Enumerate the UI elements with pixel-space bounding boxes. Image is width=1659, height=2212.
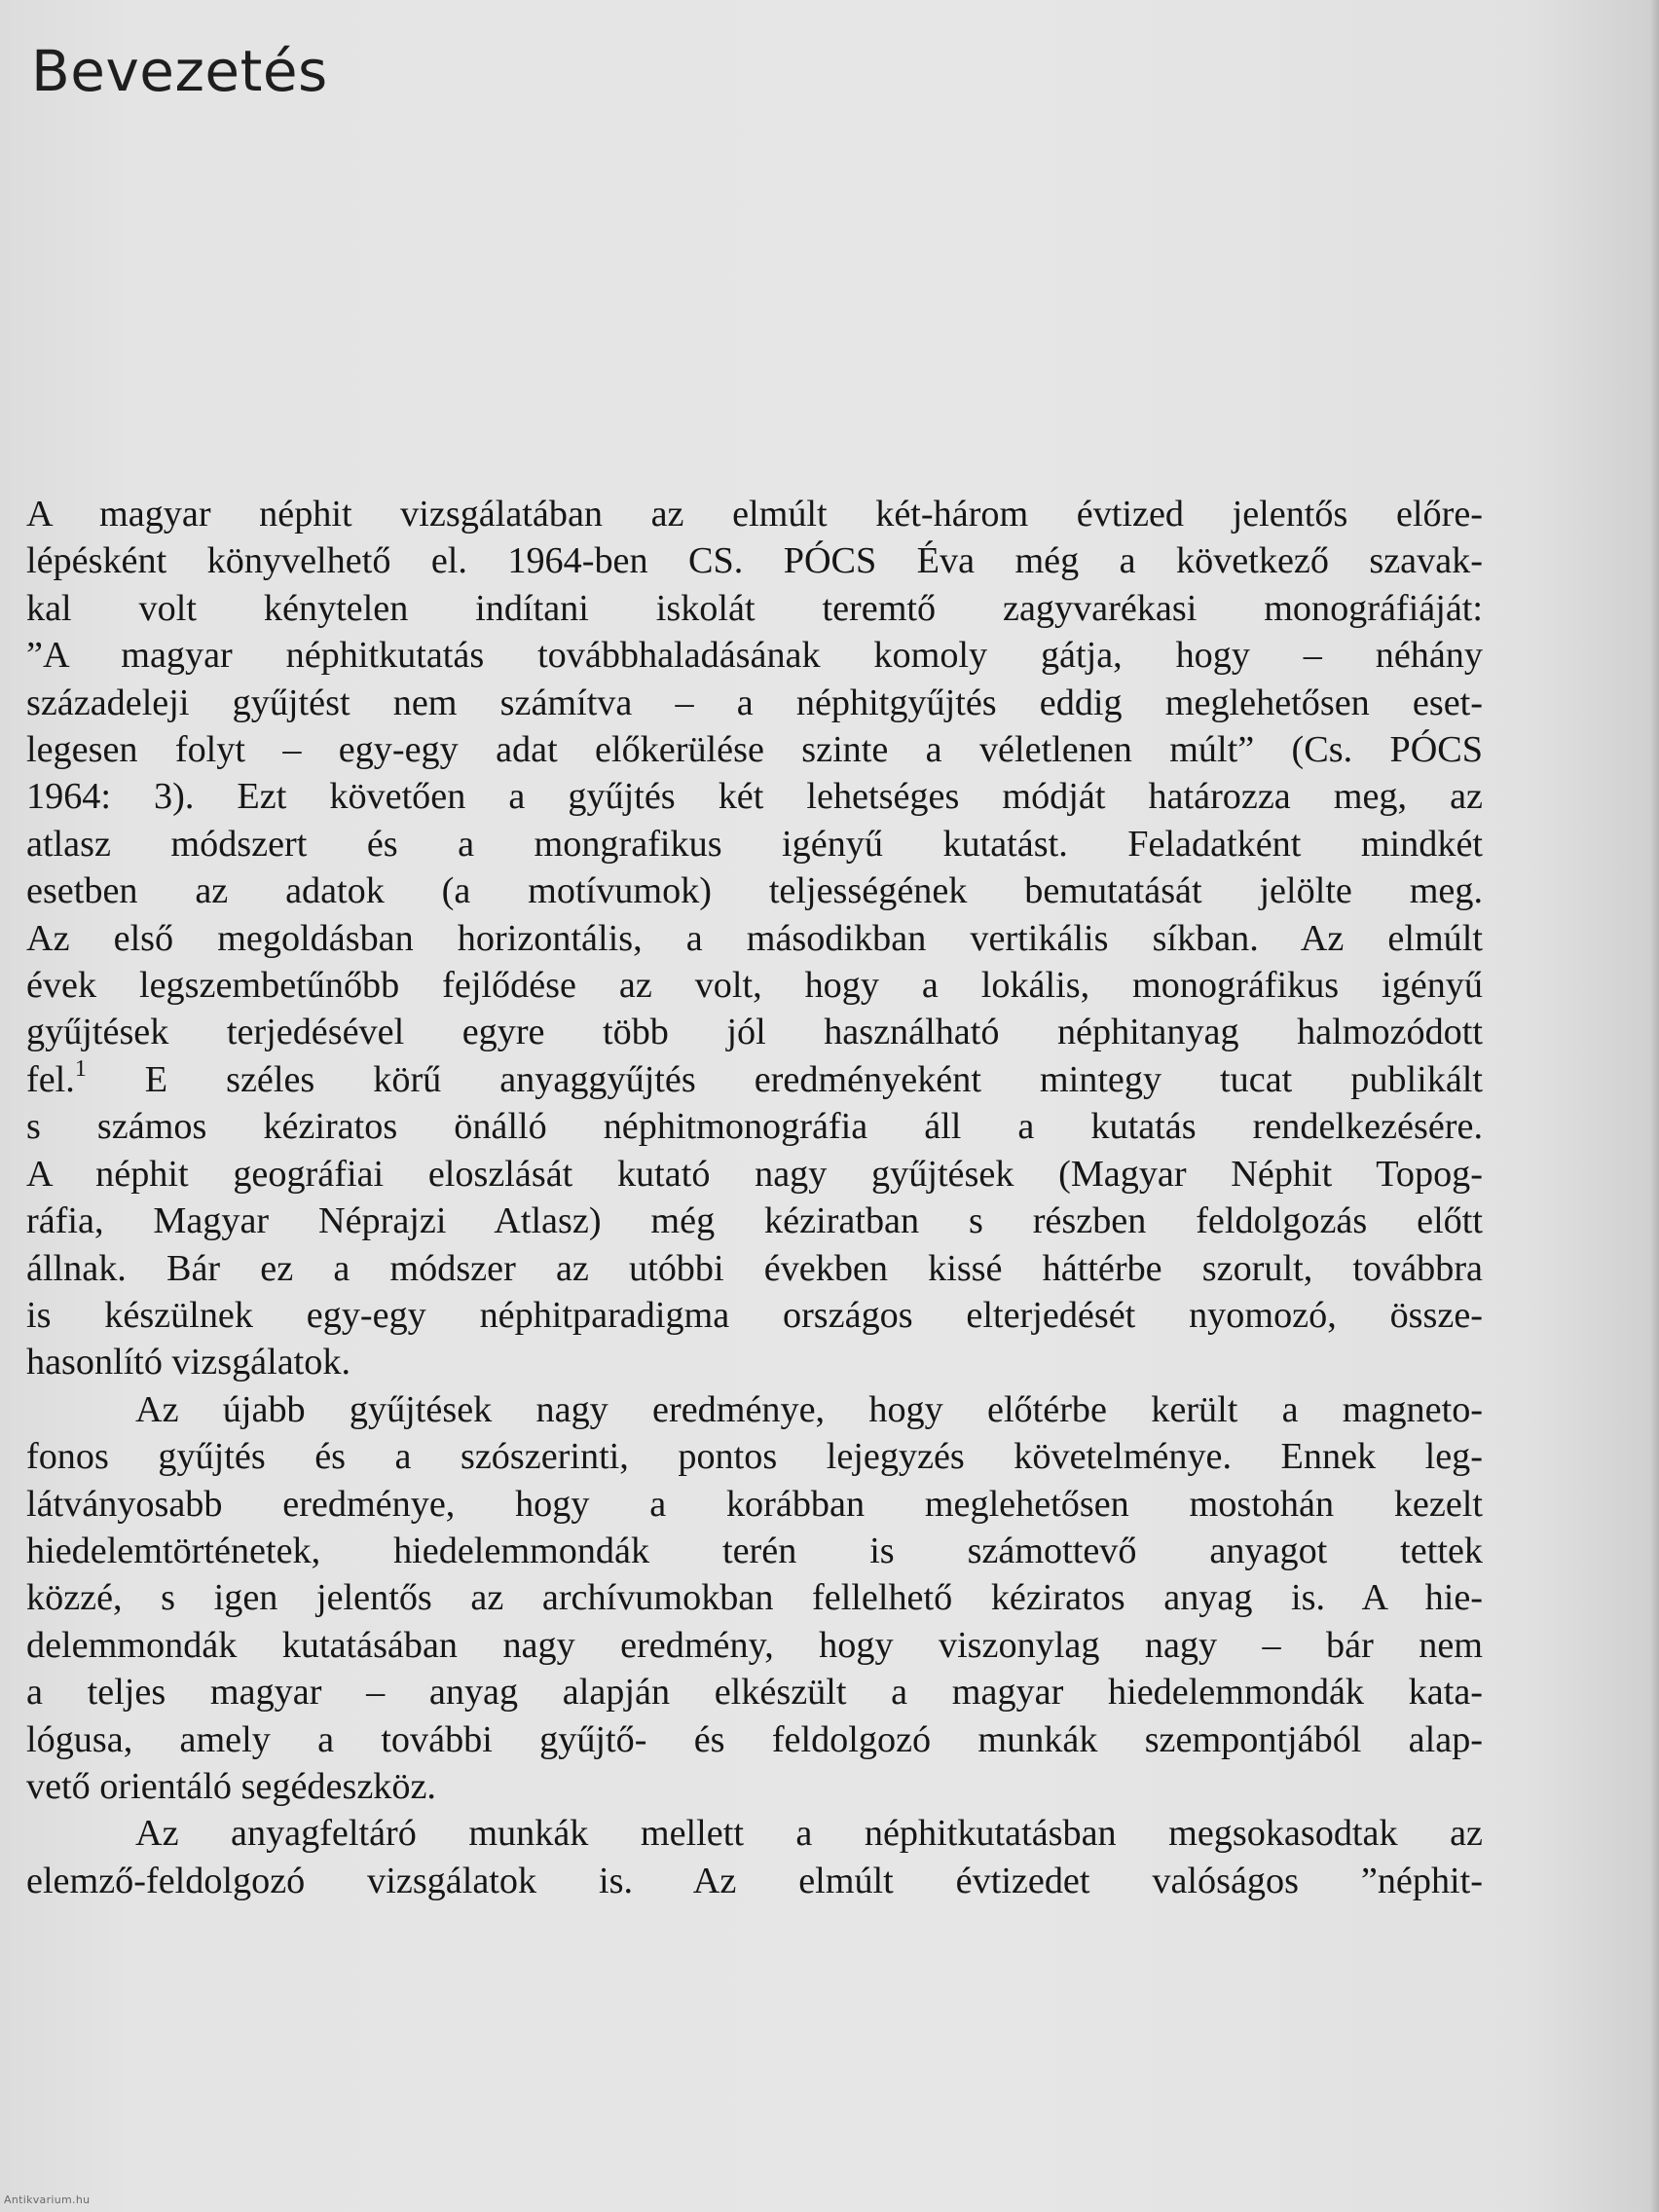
body-text	[26, 491, 1483, 1904]
text-line: lépésként könyvelhető el. 1964-ben CS. PÓCS Éva még a következő szavak-	[26, 540, 1483, 582]
text-line: Az anyagfeltáró munkák mellett a néphitkutatásban megsokasodtak az	[135, 1813, 1483, 1855]
text-line: a teljes magyar – anyag alapján elkészült a magyar hiedelemmondák kata-	[26, 1672, 1483, 1714]
paragraph-1	[26, 491, 1483, 1386]
footnote-reference[interactable]: 1	[74, 1055, 87, 1082]
paragraph-3	[26, 1810, 1483, 1904]
watermark: Antikvarium.hu	[4, 2194, 91, 2206]
text-fragment: E széles körű anyaggyűjtés eredményeként mintegy tucat publikált	[86, 1058, 1483, 1100]
text-line: látványosabb eredménye, hogy a korábban meglehetősen mostohán kezelt	[26, 1483, 1483, 1525]
text-line: 1964: 3). Ezt követően a gyűjtés két lehetséges módját határozza meg, az	[26, 776, 1483, 818]
text-fragment: fel.	[26, 1058, 75, 1100]
text-line: fonos gyűjtés és a szószerinti, pontos lejegyzés követelménye. Ennek leg-	[26, 1436, 1483, 1478]
paragraph-2	[26, 1386, 1483, 1811]
text-line: ráfia, Magyar Néprajzi Atlasz) még kéziratban s részben feldolgozás előtt	[26, 1200, 1483, 1242]
text-line: hasonlító vizsgálatok.	[26, 1342, 351, 1383]
text-line: gyűjtések terjedésével egyre több jól használható néphitanyag halmozódott	[26, 1012, 1483, 1053]
text-line: is készülnek egy-egy néphitparadigma országos elterjedését nyomozó, össze-	[26, 1294, 1483, 1336]
text-line: századeleji gyűjtést nem számítva – a néphitgyűjtés eddig meglehetősen eset-	[26, 682, 1483, 723]
text-line: ”A magyar néphitkutatás továbbhaladásának komoly gátja, hogy – néhány	[26, 635, 1483, 677]
text-line: állnak. Bár ez a módszer az utóbbi években kissé háttérbe szorult, továbbra	[26, 1247, 1483, 1289]
text-line: kal volt kénytelen indítani iskolát teremtő zagyvarékasi monográfiáját:	[26, 587, 1483, 629]
text-line: vető orientáló segédeszköz.	[26, 1765, 436, 1807]
text-line-with-footnote	[26, 1056, 1483, 1103]
chapter-title: Bevezetés	[31, 38, 328, 104]
text-line: s számos kéziratos önálló néphitmonográfia áll a kutatás rendelkezésére.	[26, 1106, 1483, 1148]
text-line: A magyar néphit vizsgálatában az elmúlt két-három évtized jelentős előre-	[26, 494, 1483, 535]
text-line: A néphit geográfiai eloszlását kutató nagy gyűjtések (Magyar Néphit Topog-	[26, 1153, 1483, 1195]
text-line: hiedelemtörténetek, hiedelemmondák terén is számottevő anyagot tettek	[26, 1530, 1483, 1571]
text-line: közzé, s igen jelentős az archívumokban fellelhető kéziratos anyag is. A hie-	[26, 1577, 1483, 1619]
text-line: Az első megoldásban horizontális, a másodikban vertikális síkban. Az elmúlt	[26, 917, 1483, 959]
text-line: elemző-feldolgozó vizsgálatok is. Az elmúlt évtizedet valóságos ”néphit-	[26, 1860, 1483, 1901]
text-line: delemmondák kutatásában nagy eredmény, hogy viszonylag nagy – bár nem	[26, 1624, 1483, 1666]
text-line: esetben az adatok (a motívumok) teljességének bemutatását jelölte meg.	[26, 870, 1483, 912]
text-line: évek legszembetűnőbb fejlődése az volt, hogy a lokális, monográfikus igényű	[26, 965, 1483, 1007]
text-line: Az újabb gyűjtések nagy eredménye, hogy előtérbe került a magneto-	[135, 1388, 1483, 1430]
page-edge-shadow	[1650, 0, 1659, 2212]
text-line: atlasz módszert és a mongrafikus igényű kutatást. Feladatként mindkét	[26, 823, 1483, 865]
text-line: lógusa, amely a további gyűjtő- és feldolgozó munkák szempontjából alap-	[26, 1718, 1483, 1760]
text-line: legesen folyt – egy-egy adat előkerülése szinte a véletlenen múlt” (Cs. PÓCS	[26, 729, 1483, 771]
